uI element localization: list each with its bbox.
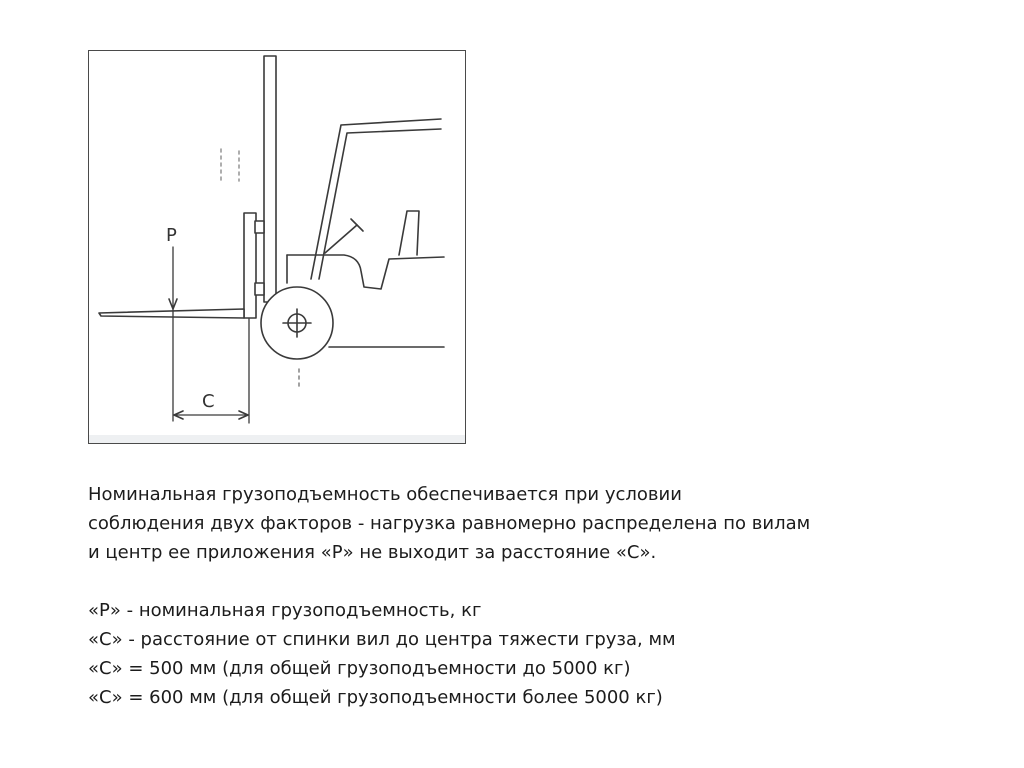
body-cowl — [287, 255, 444, 289]
fork-blade — [99, 309, 244, 318]
label-c: C — [202, 391, 215, 412]
overhead-guard-inner — [319, 129, 441, 279]
paragraph-spacer — [88, 567, 988, 596]
forklift-drawing — [89, 51, 467, 445]
fork-carriage-lower — [255, 283, 264, 295]
description-paragraph — [88, 480, 988, 567]
mast — [264, 56, 276, 302]
info-text — [88, 480, 988, 712]
fork-carriage-upper — [255, 221, 264, 233]
description-line: соблюдения двух факторов - нагрузка равномерно распределена по вилам — [88, 513, 811, 534]
forklift-load-diagram — [88, 50, 466, 444]
definition-c-500: «С» = 500 мм (для общей грузоподъемности до 5000 кг) — [88, 658, 631, 679]
definition-p: «Р» - номинальная грузоподъемность, кг — [88, 600, 482, 621]
seat-back — [399, 211, 419, 255]
description-line: и центр ее приложения «Р» не выходит за расстояние «С». — [88, 542, 657, 563]
steering-lever — [325, 225, 357, 253]
label-p: P — [166, 225, 177, 246]
definition-c-600: «С» = 600 мм (для общей грузоподъемности более 5000 кг) — [88, 687, 663, 708]
definition-c: «С» - расстояние от спинки вил до центра тяжести груза, мм — [88, 629, 676, 650]
description-line: Номинальная грузоподъемность обеспечивается при условии — [88, 484, 682, 505]
definitions-list — [88, 596, 988, 712]
